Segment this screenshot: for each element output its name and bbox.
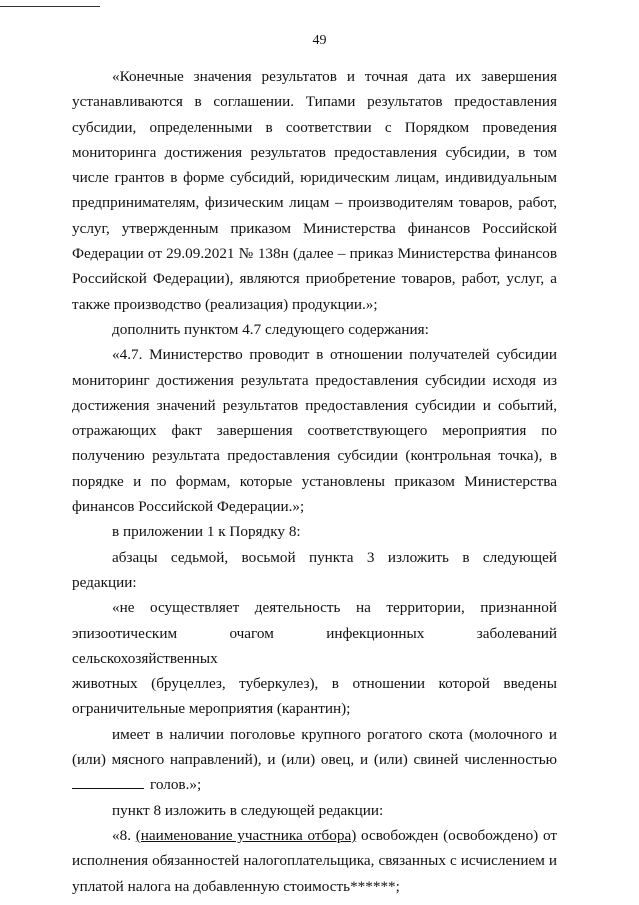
- vat-prefix: «8.: [112, 826, 136, 844]
- livestock-text: имеет в наличии поголовье крупного рогатого скота (молочного и (или) мясного направлений), и (или) овец, и (или) свиней численностью: [72, 725, 557, 769]
- participant-name-placeholder: (наименование участника отбора): [135, 826, 357, 844]
- paragraph-8-vat: [72, 823, 557, 899]
- fill-in-blank: [72, 774, 144, 789]
- text-line: животных (бруцеллез, туберкулез), в отношении которой введены: [72, 675, 557, 693]
- livestock-tail: голов.»;: [150, 776, 202, 794]
- paragraph-add-4-7: дополнить пунктом 4.7 следующего содержания:: [112, 320, 429, 338]
- paragraph-livestock: [72, 722, 557, 798]
- page-number: 49: [312, 33, 327, 48]
- paragraph-appendix-1: в приложении 1 к Порядку 8:: [112, 523, 301, 541]
- text-line: ограничительные мероприятия (карантин);: [72, 700, 351, 718]
- scan-edge-line: [0, 6, 100, 7]
- paragraph-result-values: «Конечные значения результатов и точная дата их завершения устанавливаются в соглашении. Типами результатов предоставления субсидии, определенными в соответствии с Порядком проведения мониторинга достижения результатов предоставления субсидии, в том числе грантов в форме субсидий, юридическим лицам, индивидуальным предпринимателям, физическим лицам – производителям товаров, работ, услуг, утвержденным приказом Министерства финансов Российской Федерации от 29.09.2021 № 138н (далее – приказ Министерства финансов Российской Федерации), являются приобретение товаров, работ, услуг, а также производство (реализация) продукции.»;: [72, 68, 557, 313]
- text-line: эпизоотическим очагом инфекционных заболеваний сельскохозяйственных: [72, 624, 557, 667]
- document-body: [72, 64, 557, 899]
- text-line: «не осуществляет деятельность на территории, признанной: [112, 599, 557, 617]
- paragraph-4-7-monitoring: «4.7. Министерство проводит в отношении получателей субсидии мониторинг достижения результата предоставления субсидии исходя из достижения значений результатов предоставления субсидии и событий, отражающих факт завершения соответствующего мероприятия по получению результата предоставления субсидии (контрольная точка), в порядке и по формам, которые установлены приказом Министерства финансов Российской Федерации.»;: [72, 346, 557, 516]
- paragraph-quarantine: [72, 595, 557, 721]
- paragraph-abz-7-8: абзацы седьмой, восьмой пункта 3 изложить в следующей редакции:: [72, 548, 557, 591]
- vat-text: освобожден (освобождено) от исполнения обязанностей налогоплательщика, связанных с исчислением и уплатой налога на добавленную стоимость******;: [72, 826, 558, 895]
- paragraph-point-8: пункт 8 изложить в следующей редакции:: [112, 801, 384, 819]
